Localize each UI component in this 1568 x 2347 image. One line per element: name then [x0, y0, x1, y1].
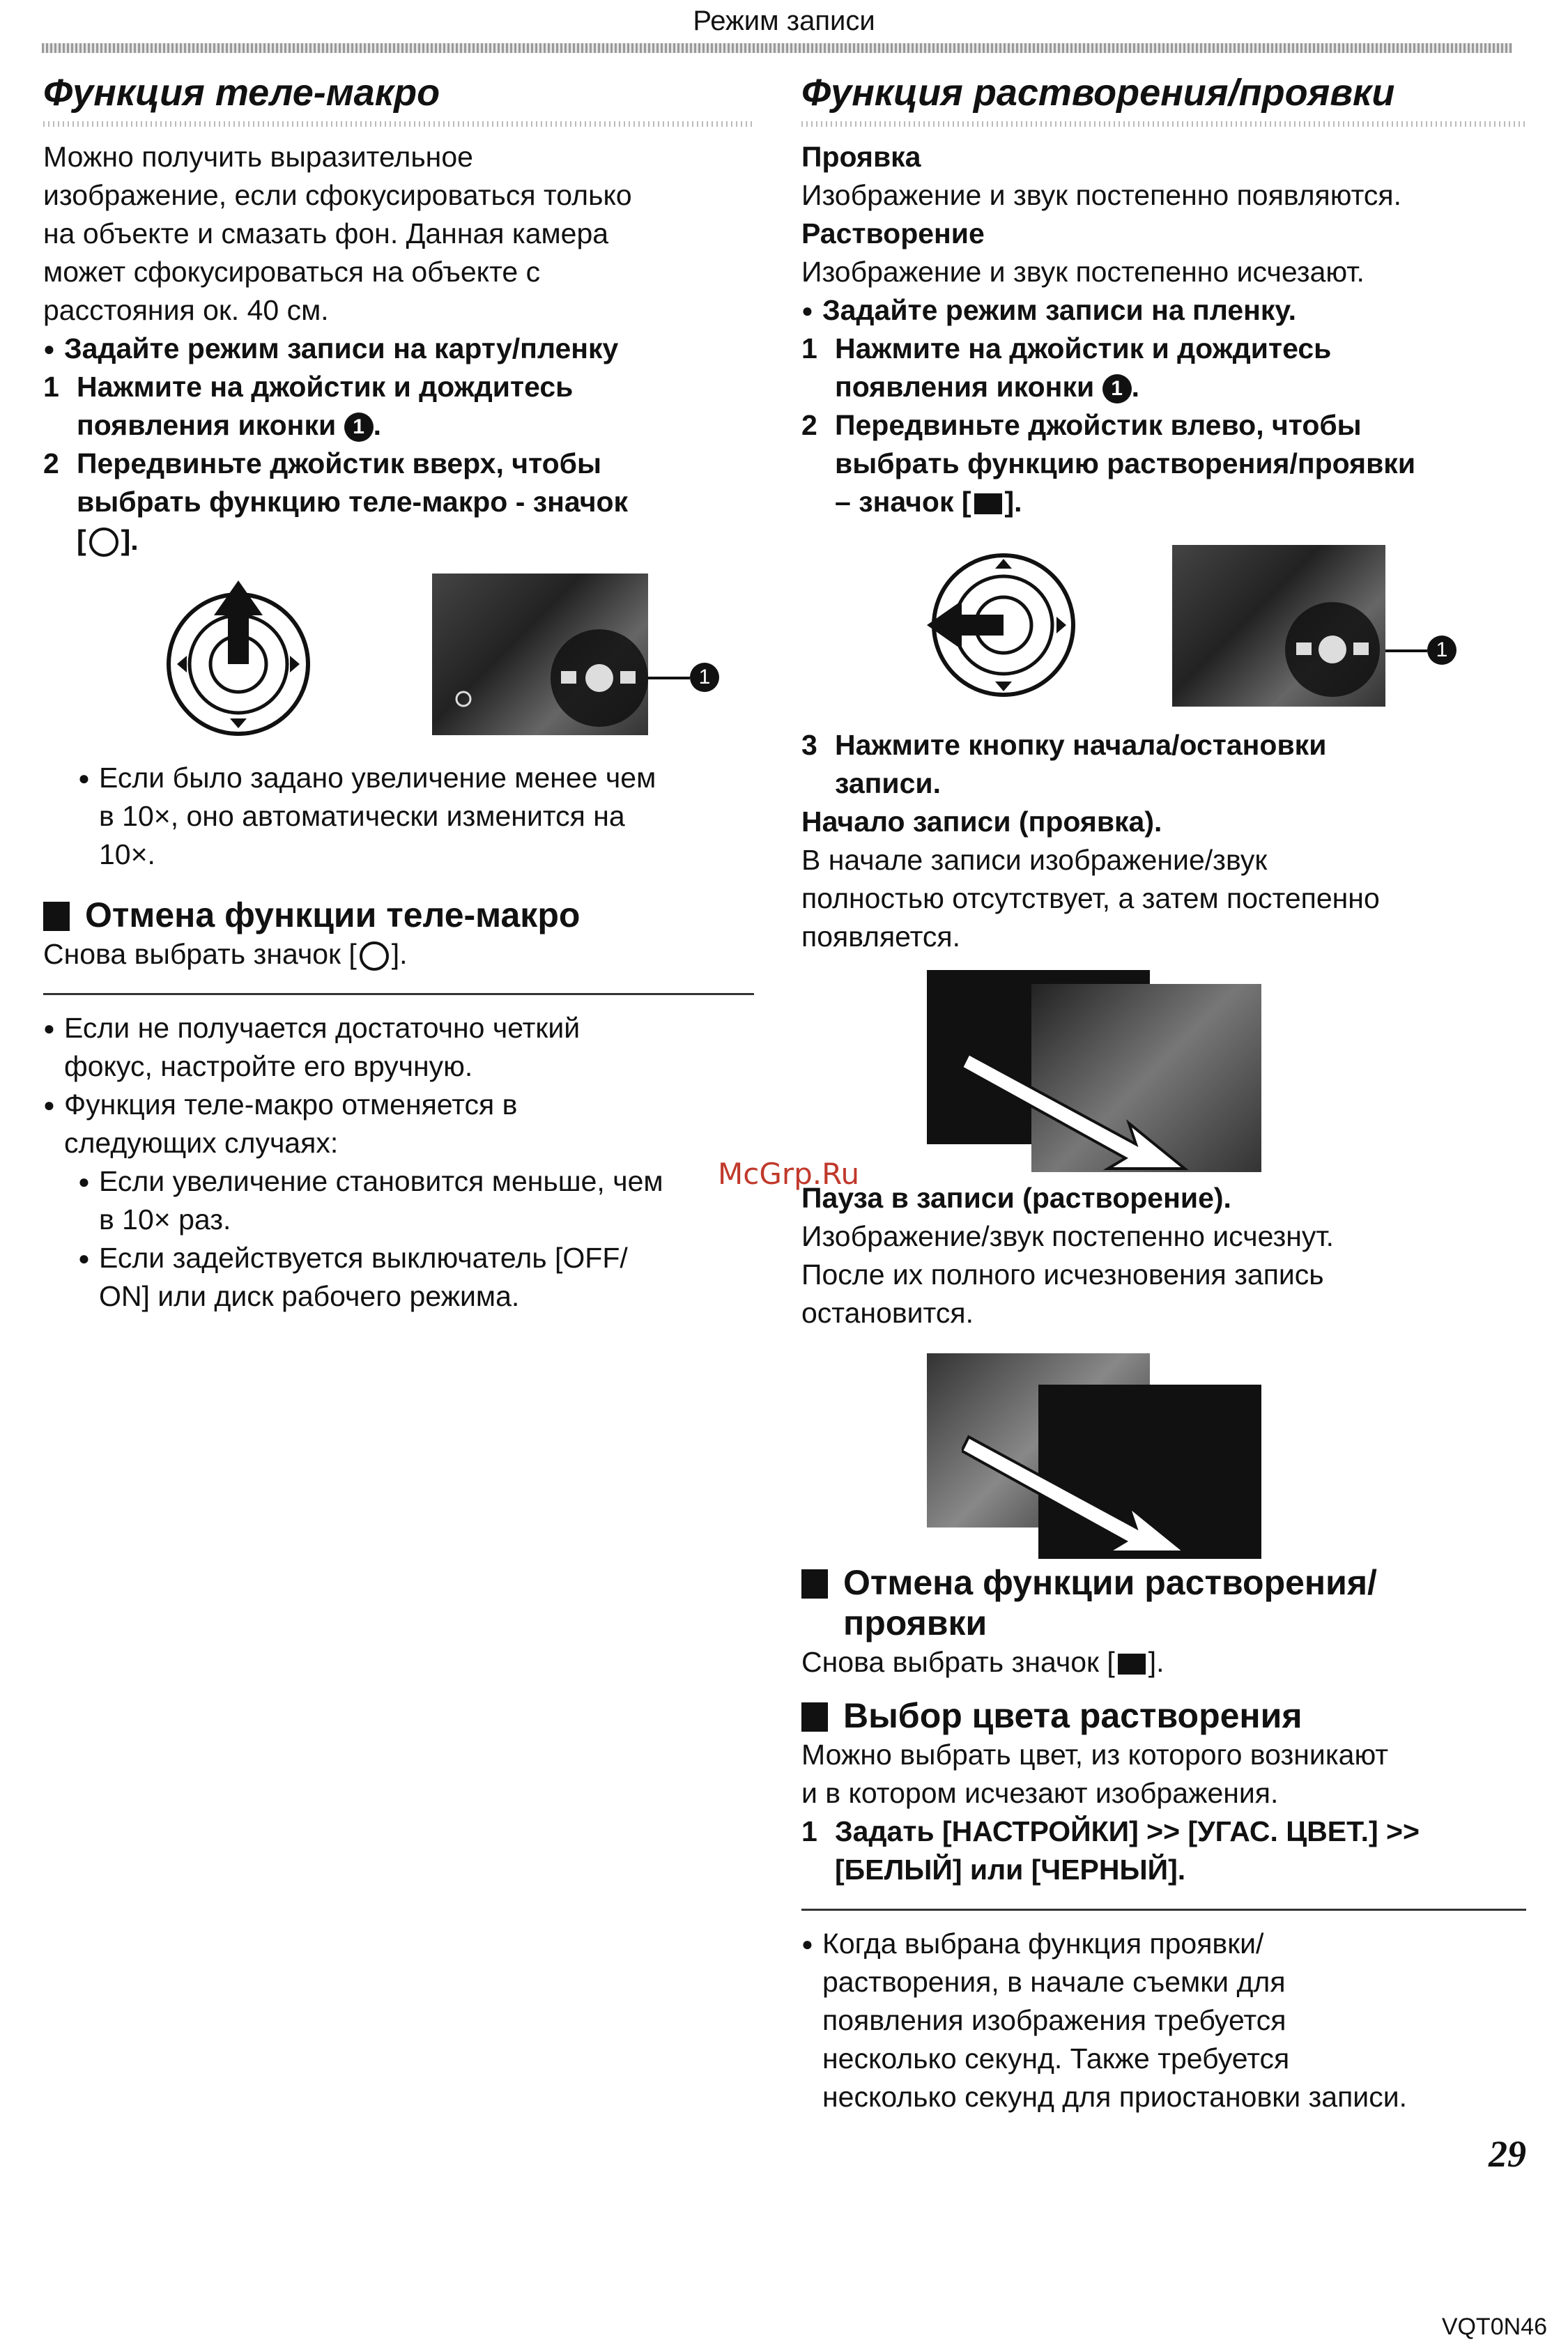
zoom-note	[78, 759, 754, 874]
step-number: 1	[801, 1815, 817, 1847]
color-text-line: и в котором исчезают изображения.	[801, 1776, 1279, 1809]
tele-macro-icon	[89, 528, 118, 557]
note-line: несколько секунд для приостановки записи.	[822, 2080, 1407, 2113]
step-3	[801, 726, 1526, 803]
color-text-line: Можно выбрать цвет, из которого возникают	[801, 1738, 1389, 1771]
intro-line: изображение, если сфокусироваться только	[43, 178, 632, 211]
step-1: 1 Нажмите на джойстик и дождитесь появления иконки 1 .	[43, 368, 754, 445]
camera-screen-image	[432, 574, 648, 735]
cancel-fade-section	[801, 1562, 1526, 1682]
set-mode-bullet: ● Задайте режим записи на карту/пленку	[43, 330, 754, 368]
start-text-line: В начале записи изображение/звук	[801, 843, 1268, 876]
step-line: Передвиньте джойстик вверх, чтобы	[77, 447, 601, 479]
fade-color-section	[801, 1695, 1526, 1889]
bracket: ].	[121, 523, 139, 556]
screen-overlay-icon	[1172, 545, 1385, 707]
final-note	[801, 1925, 1526, 2116]
fade-out-illustration	[801, 1353, 1526, 1562]
note-line: ● Если не получается достаточно четкий	[43, 1009, 754, 1047]
note-line: следующих случаях:	[64, 1126, 339, 1159]
screen-overlay-icon	[432, 574, 648, 735]
note-line: ● Если было задано увеличение менее чем	[78, 759, 754, 797]
callout-line	[648, 677, 690, 679]
set-tape-mode-bullet: ● Задайте режим записи на пленку.	[801, 291, 1526, 330]
callout-1-icon: 1	[344, 413, 374, 442]
bracket: [	[77, 523, 86, 556]
title-line: проявки	[843, 1603, 987, 1642]
step-line: появления иконки	[77, 408, 337, 441]
cancel-tele-macro-title: Отмена функции теле-макро	[43, 895, 754, 935]
pause-text-line: Изображение/звук постепенно исчезнут.	[801, 1219, 1335, 1252]
step-line: Нажмите на джойстик и дождитесь	[77, 370, 574, 403]
fade-in-illustration	[801, 970, 1526, 1179]
step-line: записи.	[835, 767, 941, 799]
note-line: ● Функция теле-макро отменяется в	[43, 1086, 754, 1124]
note-line: фокус, настройте его вручную.	[64, 1049, 473, 1082]
fade-in-heading: Проявка	[801, 140, 921, 173]
step-1: 1 Нажмите на джойстик и дождитесь появления иконки 1 .	[801, 330, 1526, 406]
intro-line: расстояния ок. 40 см.	[43, 293, 329, 326]
header-rule	[42, 43, 1512, 53]
start-recording-heading: Начало записи (проявка).	[801, 805, 1162, 838]
note-line: 10×.	[99, 838, 155, 870]
subnote-line: ● Если задействуется выключатель [OFF/	[78, 1239, 754, 1277]
fade-figure	[801, 545, 1526, 719]
fade-icon	[1118, 1654, 1146, 1675]
joystick-left-icon	[920, 545, 1080, 705]
step-2	[43, 445, 754, 560]
document-code: VQT0N46	[1441, 2314, 1547, 2340]
pause-text-line: После их полного исчезновения запись	[801, 1258, 1324, 1291]
step-line: выбрать функцию растворения/проявки	[835, 447, 1416, 479]
step-number: 1	[43, 370, 59, 403]
cancel-text: Снова выбрать значок [	[43, 937, 357, 970]
section-divider	[801, 1909, 1526, 1911]
section-divider	[43, 993, 754, 995]
step-line: Нажмите на джойстик и дождитесь	[835, 332, 1332, 364]
callout-1-icon: 1	[690, 663, 719, 692]
subnote-line: ● Если увеличение становится меньше, чем	[78, 1162, 754, 1201]
color-step-1	[801, 1813, 1526, 1889]
step-line: – значок [	[835, 485, 971, 518]
step-number: 2	[43, 447, 59, 479]
left-column	[43, 70, 754, 1316]
title-dotted-rule	[43, 121, 754, 127]
step-2	[801, 406, 1526, 521]
watermark: McGrp.Ru	[718, 1157, 860, 1191]
joystick-up-icon	[162, 574, 315, 741]
fade-arrow-icon	[962, 1423, 1192, 1562]
note-line: в 10×, оно автоматически изменится на	[99, 799, 625, 832]
subnote-line: в 10× раз.	[99, 1203, 231, 1236]
note-line: ● Когда выбрана функция проявки/	[801, 1925, 1526, 1963]
step-line: [БЕЛЫЙ] или [ЧЕРНЫЙ].	[835, 1853, 1186, 1886]
bracket: ].	[1004, 485, 1022, 518]
right-column	[801, 70, 1526, 2116]
note-line: появления изображения требуется	[822, 2003, 1286, 2036]
step-number: 1	[801, 332, 817, 364]
tele-macro-title: Функция теле-макро	[43, 72, 440, 114]
fade-title: Функция растворения/проявки	[801, 72, 1395, 114]
fade-arrow-icon	[962, 1040, 1192, 1179]
pause-recording-heading: Пауза в записи (растворение).	[801, 1181, 1231, 1214]
intro-line: на объекте и смазать фон. Данная камера	[43, 217, 609, 249]
title-dotted-rule	[801, 121, 1526, 127]
fade-out-heading: Растворение	[801, 217, 985, 249]
tele-macro-figure	[43, 574, 754, 755]
cancel-text: ].	[1148, 1645, 1165, 1678]
start-text-line: полностью отсутствует, а затем постепенно	[801, 882, 1380, 914]
step-number: 2	[801, 408, 817, 441]
fade-icon	[974, 493, 1002, 514]
intro-line: может сфокусироваться на объекте с	[43, 255, 541, 288]
callout-1-icon: 1	[1102, 374, 1132, 403]
start-text-line: появляется.	[801, 920, 961, 953]
fade-in-text: Изображение и звук постепенно появляются.	[801, 178, 1401, 211]
note-line: растворения, в начале съемки для	[822, 1965, 1286, 1998]
subnote-line: ON] или диск рабочего режима.	[99, 1279, 520, 1312]
step-line: Задать [НАСТРОЙКИ] >> [УГАС. ЦВЕТ.] >>	[835, 1815, 1420, 1847]
cancel-tele-macro-section	[43, 895, 754, 974]
intro-line: Можно получить выразительное	[43, 140, 473, 173]
camera-screen-image	[1172, 545, 1385, 707]
left-notes	[43, 1009, 754, 1316]
note-line: несколько секунд. Также требуется	[822, 2042, 1290, 2075]
fade-out-text: Изображение и звук постепенно исчезают.	[801, 255, 1365, 288]
page-header-title: Режим записи	[693, 6, 875, 36]
callout-line	[1385, 649, 1427, 652]
step-line: выбрать функцию теле-макро - значок	[77, 485, 629, 518]
fade-color-title: Выбор цвета растворения	[801, 1695, 1526, 1736]
title-line: Отмена функции растворения/	[843, 1562, 1377, 1602]
cancel-text: ].	[391, 937, 408, 970]
step-line: Передвиньте джойстик влево, чтобы	[835, 408, 1362, 441]
tele-macro-intro	[43, 138, 754, 330]
step-line: появления иконки	[835, 370, 1095, 403]
tele-macro-icon	[360, 941, 389, 971]
callout-1-icon: 1	[1427, 636, 1456, 665]
cancel-fade-title	[801, 1562, 1526, 1643]
cancel-text: Снова выбрать значок [	[801, 1645, 1115, 1678]
step-number: 3	[801, 728, 817, 761]
page-number: 29	[1489, 2133, 1526, 2175]
step-line: Нажмите кнопку начала/остановки	[835, 728, 1327, 761]
pause-text-line: остановится.	[801, 1296, 974, 1329]
